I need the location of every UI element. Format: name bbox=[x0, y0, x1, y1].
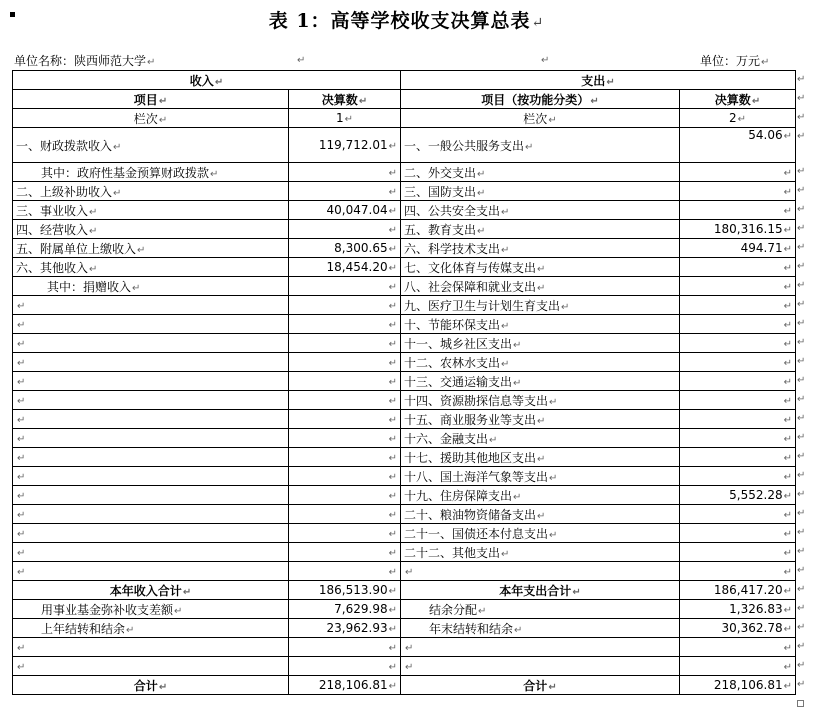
table-row bbox=[13, 562, 796, 581]
row-end-mark: ↵ bbox=[797, 279, 806, 291]
expense-item-cell: 七、文化体育与传媒支出↵ bbox=[401, 258, 680, 277]
unit-label: 单位：万元↵ bbox=[700, 54, 770, 68]
table-row bbox=[13, 353, 796, 372]
unit-name-label: 单位名称：陕西师范大学↵ bbox=[14, 54, 156, 68]
row-end-mark: ↵ bbox=[797, 526, 806, 538]
income-amount-cell: ↵ bbox=[289, 429, 401, 448]
expense-amount-cell: ↵ bbox=[680, 315, 796, 334]
header-row-main bbox=[13, 71, 796, 90]
row-end-mark: ↵ bbox=[797, 412, 806, 424]
income-amount-cell: 8,300.65↵ bbox=[289, 239, 401, 258]
expense-amount-cell: ↵ bbox=[680, 353, 796, 372]
row-end-mark: ↵ bbox=[797, 92, 806, 104]
income-item-cell: ↵ bbox=[13, 429, 289, 448]
expense-item-cell: 年末结转和结余↵ bbox=[401, 619, 680, 638]
row-end-mark: ↵ bbox=[797, 564, 806, 576]
row-end-mark: ↵ bbox=[797, 393, 806, 405]
income-amount-cell: ↵ bbox=[289, 448, 401, 467]
expense-amount-cell: 218,106.81↵ bbox=[680, 676, 796, 695]
table-row bbox=[13, 372, 796, 391]
expense-item-cell: ↵ bbox=[401, 638, 680, 657]
income-item-cell: 其中：捐赠收入↵ bbox=[13, 277, 289, 296]
income-amount-cell: ↵ bbox=[289, 391, 401, 410]
income-item-cell: 三、事业收入↵ bbox=[13, 201, 289, 220]
paragraph-mark: ↵ bbox=[297, 55, 306, 66]
expense-amount-cell: ↵ bbox=[680, 277, 796, 296]
expense-item-cell: ↵ bbox=[401, 657, 680, 676]
header-row-columns bbox=[13, 90, 796, 109]
expense-item-cell: 十三、交通运输支出↵ bbox=[401, 372, 680, 391]
income-amount-cell: ↵ bbox=[289, 467, 401, 486]
expense-amount-cell: ↵ bbox=[680, 163, 796, 182]
expense-item-cell: ↵ bbox=[401, 562, 680, 581]
expense-amount-cell: 1,326.83↵ bbox=[680, 600, 796, 619]
expense-item-cell: 四、公共安全支出↵ bbox=[401, 201, 680, 220]
table-row bbox=[13, 277, 796, 296]
income-amount-cell: ↵ bbox=[289, 505, 401, 524]
row-end-mark: ↵ bbox=[797, 222, 806, 234]
table-row bbox=[13, 334, 796, 353]
expense-item-cell: 五、教育支出↵ bbox=[401, 220, 680, 239]
table-row bbox=[13, 524, 796, 543]
row-end-mark: ↵ bbox=[797, 203, 806, 215]
table-row bbox=[13, 600, 796, 619]
income-amount-cell: ↵ bbox=[289, 410, 401, 429]
expense-amount-cell: ↵ bbox=[680, 562, 796, 581]
row-end-mark: ↵ bbox=[797, 111, 806, 123]
table-row bbox=[13, 163, 796, 182]
row-end-mark: ↵ bbox=[797, 73, 806, 85]
table-row bbox=[13, 467, 796, 486]
expense-item-cell: 二十二、其他支出↵ bbox=[401, 543, 680, 562]
income-amount-cell: 218,106.81↵ bbox=[289, 676, 401, 695]
income-item-cell: ↵ bbox=[13, 448, 289, 467]
expense-amount-cell: ↵ bbox=[680, 524, 796, 543]
table-row bbox=[13, 429, 796, 448]
income-item-cell: ↵ bbox=[13, 486, 289, 505]
expense-amount-cell: 54.06↵ bbox=[680, 128, 796, 163]
expense-header: 支出↵ bbox=[401, 71, 796, 90]
income-amount-cell: ↵ bbox=[289, 657, 401, 676]
income-item-cell: ↵ bbox=[13, 296, 289, 315]
expense-item-cell: 二十、粮油物资储备支出↵ bbox=[401, 505, 680, 524]
income-amount-cell: ↵ bbox=[289, 524, 401, 543]
income-amount-cell: 23,962.93↵ bbox=[289, 619, 401, 638]
expense-amount-cell: ↵ bbox=[680, 638, 796, 657]
expense-column-no: 2↵ bbox=[680, 109, 796, 128]
expense-amount-cell: ↵ bbox=[680, 448, 796, 467]
expense-item-header: 项目（按功能分类）↵ bbox=[401, 90, 680, 109]
income-item-cell: ↵ bbox=[13, 315, 289, 334]
expense-amount-cell: ↵ bbox=[680, 372, 796, 391]
income-item-cell: 本年收入合计↵ bbox=[13, 581, 289, 600]
income-item-cell: 一、财政拨款收入↵ bbox=[13, 128, 289, 163]
expense-item-cell: 六、科学技术支出↵ bbox=[401, 239, 680, 258]
expense-item-cell: 十八、国土海洋气象等支出↵ bbox=[401, 467, 680, 486]
row-end-mark: ↵ bbox=[797, 469, 806, 481]
table-row bbox=[13, 619, 796, 638]
income-amount-cell: 18,454.20↵ bbox=[289, 258, 401, 277]
expense-amount-cell: ↵ bbox=[680, 182, 796, 201]
table-row bbox=[13, 410, 796, 429]
row-end-mark: ↵ bbox=[797, 640, 806, 652]
row-end-mark: ↵ bbox=[797, 336, 806, 348]
budget-table bbox=[12, 70, 796, 695]
table-row bbox=[13, 239, 796, 258]
row-end-mark: ↵ bbox=[797, 184, 806, 196]
table-row bbox=[13, 486, 796, 505]
table-row bbox=[13, 220, 796, 239]
table-row bbox=[13, 638, 796, 657]
expense-item-cell: 十二、农林水支出↵ bbox=[401, 353, 680, 372]
table-row bbox=[13, 581, 796, 600]
table-row bbox=[13, 657, 796, 676]
expense-amount-cell: ↵ bbox=[680, 410, 796, 429]
table-row bbox=[13, 315, 796, 334]
income-amount-cell: 119,712.01↵ bbox=[289, 128, 401, 163]
income-header: 收入↵ bbox=[13, 71, 401, 90]
table-row bbox=[13, 505, 796, 524]
expense-item-cell: 二十一、国债还本付息支出↵ bbox=[401, 524, 680, 543]
expense-amount-cell: 494.71↵ bbox=[680, 239, 796, 258]
row-end-mark: ↵ bbox=[797, 488, 806, 500]
income-item-cell: 六、其他收入↵ bbox=[13, 258, 289, 277]
expense-item-cell: 十九、住房保障支出↵ bbox=[401, 486, 680, 505]
page-title: 表 1：高等学校收支决算总表↵ bbox=[268, 10, 545, 32]
income-item-cell: ↵ bbox=[13, 657, 289, 676]
expense-amount-cell: ↵ bbox=[680, 201, 796, 220]
table-row bbox=[13, 391, 796, 410]
income-amount-cell: ↵ bbox=[289, 486, 401, 505]
expense-amount-cell: ↵ bbox=[680, 258, 796, 277]
row-end-mark: ↵ bbox=[797, 260, 806, 272]
income-amount-cell: ↵ bbox=[289, 182, 401, 201]
income-amount-cell: ↵ bbox=[289, 315, 401, 334]
row-end-mark: ↵ bbox=[797, 431, 806, 443]
row-end-mark: ↵ bbox=[797, 545, 806, 557]
income-item-cell: ↵ bbox=[13, 334, 289, 353]
income-amount-cell: ↵ bbox=[289, 163, 401, 182]
income-item-cell: ↵ bbox=[13, 467, 289, 486]
row-end-mark: ↵ bbox=[797, 678, 806, 690]
expense-item-cell: 十五、商业服务业等支出↵ bbox=[401, 410, 680, 429]
expense-item-cell: 十、节能环保支出↵ bbox=[401, 315, 680, 334]
row-end-mark: ↵ bbox=[797, 165, 806, 177]
row-end-mark: ↵ bbox=[797, 298, 806, 310]
expense-amount-cell: ↵ bbox=[680, 505, 796, 524]
income-amount-cell: ↵ bbox=[289, 543, 401, 562]
expense-item-cell: 九、医疗卫生与计划生育支出↵ bbox=[401, 296, 680, 315]
row-end-mark: ↵ bbox=[797, 507, 806, 519]
table-row bbox=[13, 543, 796, 562]
income-amount-cell: 40,047.04↵ bbox=[289, 201, 401, 220]
income-item-cell: ↵ bbox=[13, 524, 289, 543]
expense-item-cell: 三、国防支出↵ bbox=[401, 182, 680, 201]
expense-column-no-label: 栏次↵ bbox=[401, 109, 680, 128]
paragraph-mark: ↵ bbox=[541, 55, 550, 66]
income-item-cell: 四、经营收入↵ bbox=[13, 220, 289, 239]
row-end-mark: ↵ bbox=[797, 450, 806, 462]
table-row bbox=[13, 201, 796, 220]
expense-item-cell: 合计↵ bbox=[401, 676, 680, 695]
row-end-mark: ↵ bbox=[797, 583, 806, 595]
income-item-cell: ↵ bbox=[13, 543, 289, 562]
income-item-cell: ↵ bbox=[13, 353, 289, 372]
expense-item-cell: 二、外交支出↵ bbox=[401, 163, 680, 182]
expense-amount-cell: 30,362.78↵ bbox=[680, 619, 796, 638]
income-item-cell: 二、上级补助收入↵ bbox=[13, 182, 289, 201]
table-row bbox=[13, 296, 796, 315]
expense-amount-cell: ↵ bbox=[680, 657, 796, 676]
expense-item-cell: 结余分配↵ bbox=[401, 600, 680, 619]
expense-item-cell: 十七、援助其他地区支出↵ bbox=[401, 448, 680, 467]
income-amount-cell: 186,513.90↵ bbox=[289, 581, 401, 600]
income-item-header: 项目↵ bbox=[13, 90, 289, 109]
income-item-cell: ↵ bbox=[13, 562, 289, 581]
expense-amount-cell: 5,552.28↵ bbox=[680, 486, 796, 505]
income-amount-cell: ↵ bbox=[289, 353, 401, 372]
expense-amount-header: 决算数↵ bbox=[680, 90, 796, 109]
expense-amount-cell: ↵ bbox=[680, 543, 796, 562]
expense-amount-cell: ↵ bbox=[680, 334, 796, 353]
income-item-cell: ↵ bbox=[13, 505, 289, 524]
income-item-cell: ↵ bbox=[13, 391, 289, 410]
income-amount-cell: ↵ bbox=[289, 220, 401, 239]
expense-item-cell: 八、社会保障和就业支出↵ bbox=[401, 277, 680, 296]
income-amount-cell: ↵ bbox=[289, 277, 401, 296]
row-end-mark: ↵ bbox=[797, 374, 806, 386]
income-amount-cell: ↵ bbox=[289, 296, 401, 315]
income-item-cell: ↵ bbox=[13, 372, 289, 391]
row-end-mark: ↵ bbox=[797, 621, 806, 633]
income-column-no-label: 栏次↵ bbox=[13, 109, 289, 128]
expense-item-cell: 十四、资源勘探信息等支出↵ bbox=[401, 391, 680, 410]
row-end-mark: ↵ bbox=[797, 602, 806, 614]
income-item-cell: 上年结转和结余↵ bbox=[13, 619, 289, 638]
income-amount-cell: ↵ bbox=[289, 638, 401, 657]
income-amount-cell: ↵ bbox=[289, 372, 401, 391]
table-row bbox=[13, 448, 796, 467]
row-end-mark: ↵ bbox=[797, 130, 806, 142]
table-row bbox=[13, 182, 796, 201]
income-item-cell: 五、附属单位上缴收入↵ bbox=[13, 239, 289, 258]
expense-amount-cell: ↵ bbox=[680, 467, 796, 486]
expense-amount-cell: 186,417.20↵ bbox=[680, 581, 796, 600]
income-item-cell: 用事业基金弥补收支差额↵ bbox=[13, 600, 289, 619]
expense-item-cell: 十一、城乡社区支出↵ bbox=[401, 334, 680, 353]
income-column-no: 1↵ bbox=[289, 109, 401, 128]
expense-item-cell: 本年支出合计↵ bbox=[401, 581, 680, 600]
income-amount-cell: ↵ bbox=[289, 562, 401, 581]
table-corner-handle bbox=[797, 700, 804, 707]
expense-item-cell: 十六、金融支出↵ bbox=[401, 429, 680, 448]
row-end-mark: ↵ bbox=[797, 659, 806, 671]
income-item-cell: ↵ bbox=[13, 410, 289, 429]
expense-item-cell: 一、一般公共服务支出↵ bbox=[401, 128, 680, 163]
row-end-mark: ↵ bbox=[797, 317, 806, 329]
table-row bbox=[13, 258, 796, 277]
column-number-row bbox=[13, 109, 796, 128]
income-item-cell: ↵ bbox=[13, 638, 289, 657]
row-end-mark: ↵ bbox=[797, 241, 806, 253]
row-end-mark: ↵ bbox=[797, 355, 806, 367]
income-item-cell: 合计↵ bbox=[13, 676, 289, 695]
expense-amount-cell: 180,316.15↵ bbox=[680, 220, 796, 239]
income-amount-header: 决算数↵ bbox=[289, 90, 401, 109]
income-item-cell: 其中：政府性基金预算财政拨款↵ bbox=[13, 163, 289, 182]
table-row bbox=[13, 128, 796, 163]
expense-amount-cell: ↵ bbox=[680, 296, 796, 315]
table-row bbox=[13, 676, 796, 695]
expense-amount-cell: ↵ bbox=[680, 391, 796, 410]
expense-amount-cell: ↵ bbox=[680, 429, 796, 448]
income-amount-cell: 7,629.98↵ bbox=[289, 600, 401, 619]
income-amount-cell: ↵ bbox=[289, 334, 401, 353]
